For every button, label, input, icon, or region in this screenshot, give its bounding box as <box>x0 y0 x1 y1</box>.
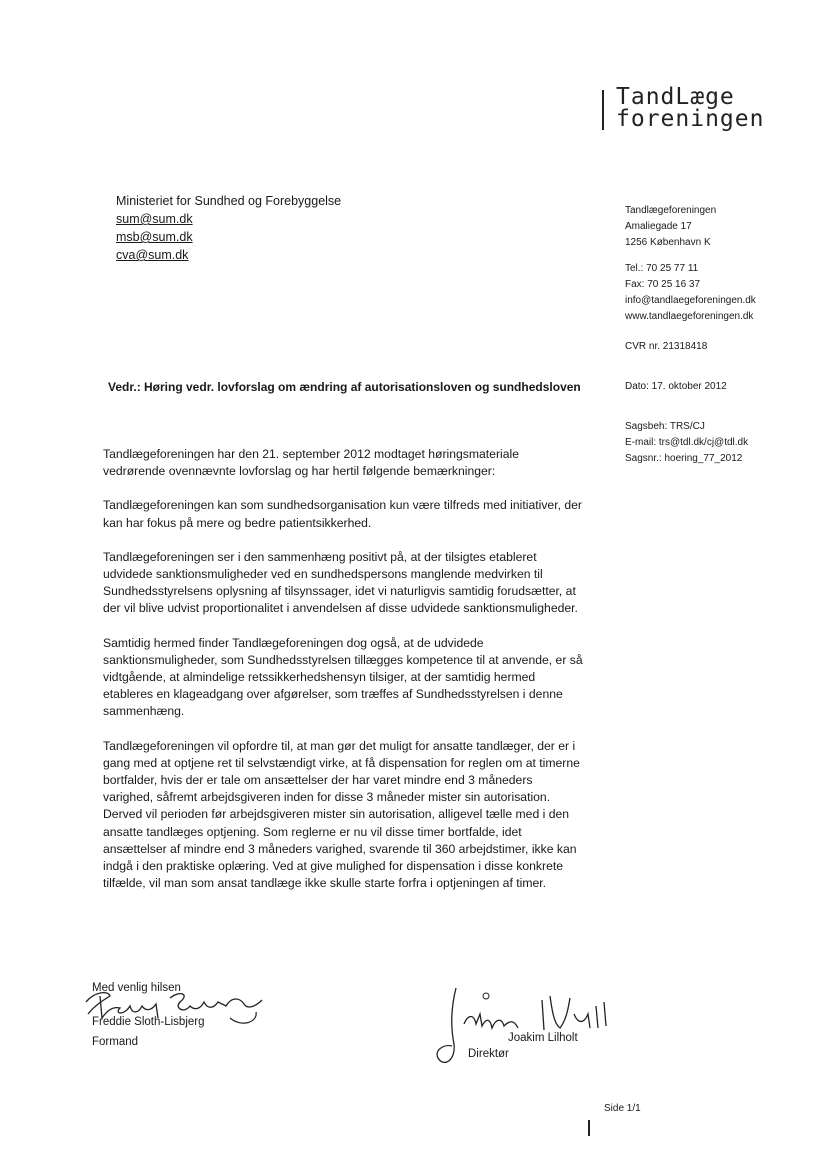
recipient-email-2[interactable]: msb@sum.dk <box>116 230 193 244</box>
sender-org: Tandlægeforeningen <box>625 205 717 216</box>
signer-1-name: Freddie Sloth-Lisbjerg <box>92 1016 205 1028</box>
sender-tel: Tel.: 70 25 77 11 <box>625 263 699 274</box>
letter-date: Dato: 17. oktober 2012 <box>625 381 727 392</box>
body-paragraph-5: Tandlægeforeningen vil opfordre til, at man gør det muligt for ansatte tandlæger, der er i gang med at optjene ret til selvstændigt virke, at få dispensation for reglen om at timerne bortfalder, hvis der er tale om ansættelser der har varet mindre end 3 måneders varighed, såfremt arbejdsgiveren inden for disse 3 måneder mister sin autorisation. Derved vil perioden før arbejdsgiveren mister sin autorisation, alligevel tælle med i den ansatte tandlæges optjening. Som reglerne er nu vil disse timer bortfalde, idet ansættelser af mindre end 3 måneders varighed, svarende til 360 arbejdstimer, ikke kan indgå i den praktiske oplæring. Ved at give mulighed for dispensation i disse konkrete tilfælde, vil man som ansat tandlæge ikke skulle starte forfra i optjeningen af timer. <box>103 738 580 891</box>
signer-2-name: Joakim Lilholt <box>508 1032 578 1044</box>
recipient-email-1[interactable]: sum@sum.dk <box>116 212 193 226</box>
body-paragraph-2: Tandlægeforeningen kan som sundhedsorganisation kun være tilfreds med initiativer, der kan har fokus på mere og bedre patientsikkerhed. <box>103 498 582 530</box>
case-number: Sagsnr.: hoering_77_2012 <box>625 453 743 464</box>
sender-cvr: CVR nr. 21318418 <box>625 341 708 352</box>
body-paragraph-3: Tandlægeforeningen ser i den sammenhæng positivt på, at der tilsigtes etableret udvidede sanktionsmuligheder ved en sundhedspersons manglende medvirken til Sundhedsstyrelsens oplysning af tilsynssager, idet vi naturligvis samtidig forudsætter, at der vil blive udvist proportionalitet i anvendelsen af disse udvidede sanktionsmuligheder. <box>103 549 578 616</box>
logo-line-1: TandLæge <box>616 84 735 110</box>
logo-bar <box>602 90 604 130</box>
page-number: Side 1/1 <box>604 1103 641 1114</box>
sender-web[interactable]: www.tandlaegeforeningen.dk <box>625 311 754 322</box>
subject-line: Vedr.: Høring vedr. lovforslag om ændring af autorisationsloven og sundhedsloven <box>108 380 581 394</box>
signer-1-title: Formand <box>92 1036 139 1048</box>
body-paragraph-4: Samtidig hermed finder Tandlægeforeningen dog også, at de udvidede sanktionsmuligheder, som Sundhedsstyrelsen tillægges kompetence til at anvende, er så vidtgående, at almindelige retssikkerhedshensyn tilsiger, at der samtidig hermed etableres en klageadgang over afgørelser, som træffes af Sundhedsstyrelsen i denne sammenhæng. <box>103 635 583 719</box>
case-handler: Sagsbeh: TRS/CJ <box>625 421 705 432</box>
signer-2-title: Direktør <box>468 1048 509 1060</box>
sender-fax: Fax: 70 25 16 37 <box>625 279 701 290</box>
case-email: E-mail: trs@tdl.dk/cj@tdl.dk <box>625 437 749 448</box>
sender-block <box>625 203 756 467</box>
recipient-email-3[interactable]: cva@sum.dk <box>116 248 189 262</box>
sender-city: 1256 København K <box>625 237 711 248</box>
body-paragraph-1: Tandlægeforeningen har den 21. september 2012 modtaget høringsmateriale vedrørende ovennævnte lovforslag og har hertil følgende bemærkninger: <box>103 447 519 479</box>
page-mark <box>588 1120 590 1136</box>
director-block <box>468 1030 578 1062</box>
recipient-block <box>116 192 341 264</box>
letter-body <box>103 446 583 909</box>
logo-line-2: foreningen <box>616 106 765 132</box>
closing-block <box>92 980 205 1050</box>
sender-email[interactable]: info@tandlaegeforeningen.dk <box>625 295 756 306</box>
sender-street: Amaliegade 17 <box>625 221 692 232</box>
closing-greeting: Med venlig hilsen <box>92 982 181 994</box>
recipient-name: Ministeriet for Sundhed og Forebyggelse <box>116 194 342 208</box>
